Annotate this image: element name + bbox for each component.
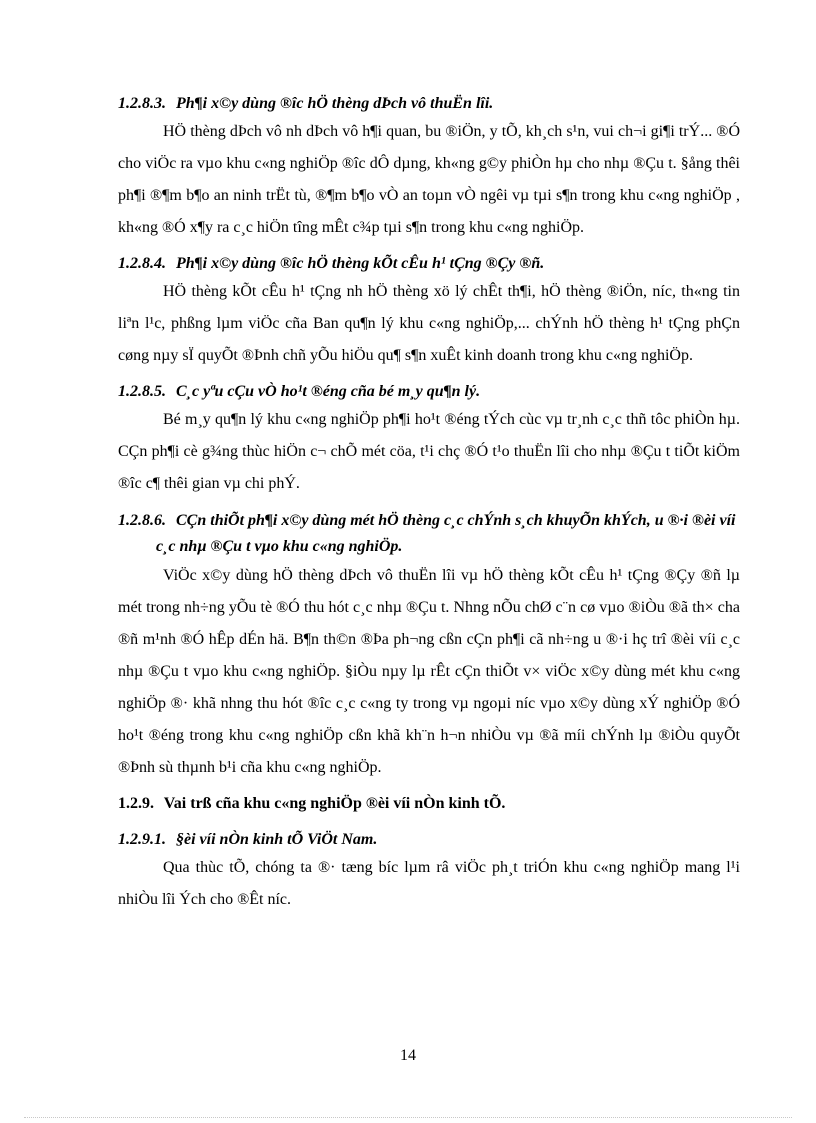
page-number: 14 [400, 1047, 416, 1064]
section-title: Ph¶i x©y dùng ®îc hÖ thèng dÞch vô thuËn lîi. [176, 95, 494, 112]
section-number: 1.2.8.3. [118, 95, 166, 112]
section-heading [118, 828, 740, 852]
section-paragraph: HÖ thèng dÞch vô nh dÞch vô h¶i quan, bu ®iÖn, y tÕ, kh¸ch s¹n, vui ch¬i gi¶i trÝ... ®Ó cho viÖc ra vµo khu c«ng nghiÖp ®îc dÔ dµng, kh«ng g©y phiÒn hµ cho nhµ ®Çu t. §ång thêi ph¶i ®¶m b¶o an ninh trËt tù, ®¶m b¶o vÒ an toµn vÒ ngêi vµ tµi s¶n trong khu c«ng nghiÖp , kh«ng ®Ó x¶y ra c¸c hiÖn tîng mÊt c¾p tµi s¶n trong khu c«ng nghiÖp. [118, 123, 740, 236]
section-number: 1.2.8.5. [118, 383, 166, 400]
section-paragraph: Qua thùc tÕ, chóng ta ®· tæng bíc lµm râ viÖc ph¸t triÓn khu c«ng nghiÖp mang l¹i nhiÒu lîi Ých cho ®Êt níc. [118, 859, 740, 908]
section-number: 1.2.8.6. [118, 512, 166, 529]
page-content [118, 92, 740, 922]
section-heading [118, 792, 740, 816]
section-title: Ph¶i x©y dùng ®îc hÖ thèng kÕt cÊu h¹ tÇng ®Çy ®ñ. [176, 255, 545, 272]
section-1-2-8-3 [118, 92, 740, 244]
section-paragraph: Bé m¸y qu¶n lý khu c«ng nghiÖp ph¶i ho¹t ®éng tÝch cùc vµ tr¸nh c¸c thñ tôc phiÒn hµ. CÇn ph¶i cè g¾ng thùc hiÖn c¬ chÕ mét cöa, t¹i chç ®Ó t¹o thuËn lîi cho nhµ ®Çu t tiÕt kiÖm ®îc c¶ thêi gian vµ chi phÝ. [118, 411, 740, 492]
section-1-2-8-6 [118, 508, 740, 784]
section-1-2-8-4 [118, 252, 740, 372]
section-paragraph: HÖ thèng kÕt cÊu h¹ tÇng nh hÖ thèng xö lý chÊt th¶i, hÖ thèng ®iÖn, níc, th«ng tin liªn l¹c, phßng lµm viÖc cña Ban qu¶n lý khu c«ng nghiÖp,... chÝnh hÖ thèng h¹ tÇng phÇn cøng nµy sÏ quyÕt ®Þnh chñ yÕu hiÖu qu¶ s¶n xuÊt kinh doanh trong khu c«ng nghiÖp. [118, 283, 740, 364]
section-heading [118, 508, 740, 560]
section-number: 1.2.9.1. [118, 831, 166, 848]
section-1-2-9 [118, 792, 740, 816]
section-number: 1.2.8.4. [118, 255, 166, 272]
section-heading [118, 92, 740, 116]
section-title: C¸c yªu cÇu vÒ ho¹t ®éng cña bé m¸y qu¶n lý. [176, 383, 481, 400]
section-heading [118, 252, 740, 276]
section-1-2-8-5 [118, 380, 740, 500]
page-bottom-divider [24, 1117, 792, 1118]
section-title: CÇn thiÕt ph¶i x©y dùng mét hÖ thèng c¸c chÝnh s¸ch khuyÕn khÝch, u ®·i ®èi víi c¸c nhµ ®Çu t vµo khu c«ng nghiÖp. [156, 512, 736, 555]
section-paragraph: ViÖc x©y dùng hÖ thèng dÞch vô thuËn lîi vµ hÖ thèng kÕt cÊu h¹ tÇng ®Çy ®ñ lµ mét trong nh÷ng yÕu tè ®Ó thu hót c¸c nhµ ®Çu t. Nhng nÕu chØ c¨n cø vµo ®iÒu ®ã th× cha ®ñ m¹nh ®Ó hÊp dÉn hä. B¶n th©n ®Þa ph¬ng cßn cÇn ph¶i cã nh÷ng u ®·i hç trî ®èi víi c¸c nhµ ®Çu t vµo khu c«ng nghiÖp. §iÒu nµy lµ rÊt cÇn thiÕt v× viÖc x©y dùng mét khu c«ng nghiÖp ®· khã nhng thu hót ®îc c¸c c«ng ty trong vµ ngoµi níc vµo x©y dùng xÝ nghiÖp ®Ó ho¹t ®éng trong khu c«ng nghiÖp cßn khã kh¨n h¬n nhiÒu vµ ®ã míi chÝnh lµ ®iÒu quyÕt ®Þnh sù thµnh b¹i cña khu c«ng nghiÖp. [118, 567, 740, 776]
section-1-2-9-1 [118, 828, 740, 916]
section-title: §èi víi nÒn kinh tÕ ViÖt Nam. [176, 831, 378, 848]
section-number: 1.2.9. [118, 795, 154, 812]
section-title: Vai trß cña khu c«ng nghiÖp ®èi víi nÒn kinh tÕ. [163, 795, 506, 812]
section-heading [118, 380, 740, 404]
